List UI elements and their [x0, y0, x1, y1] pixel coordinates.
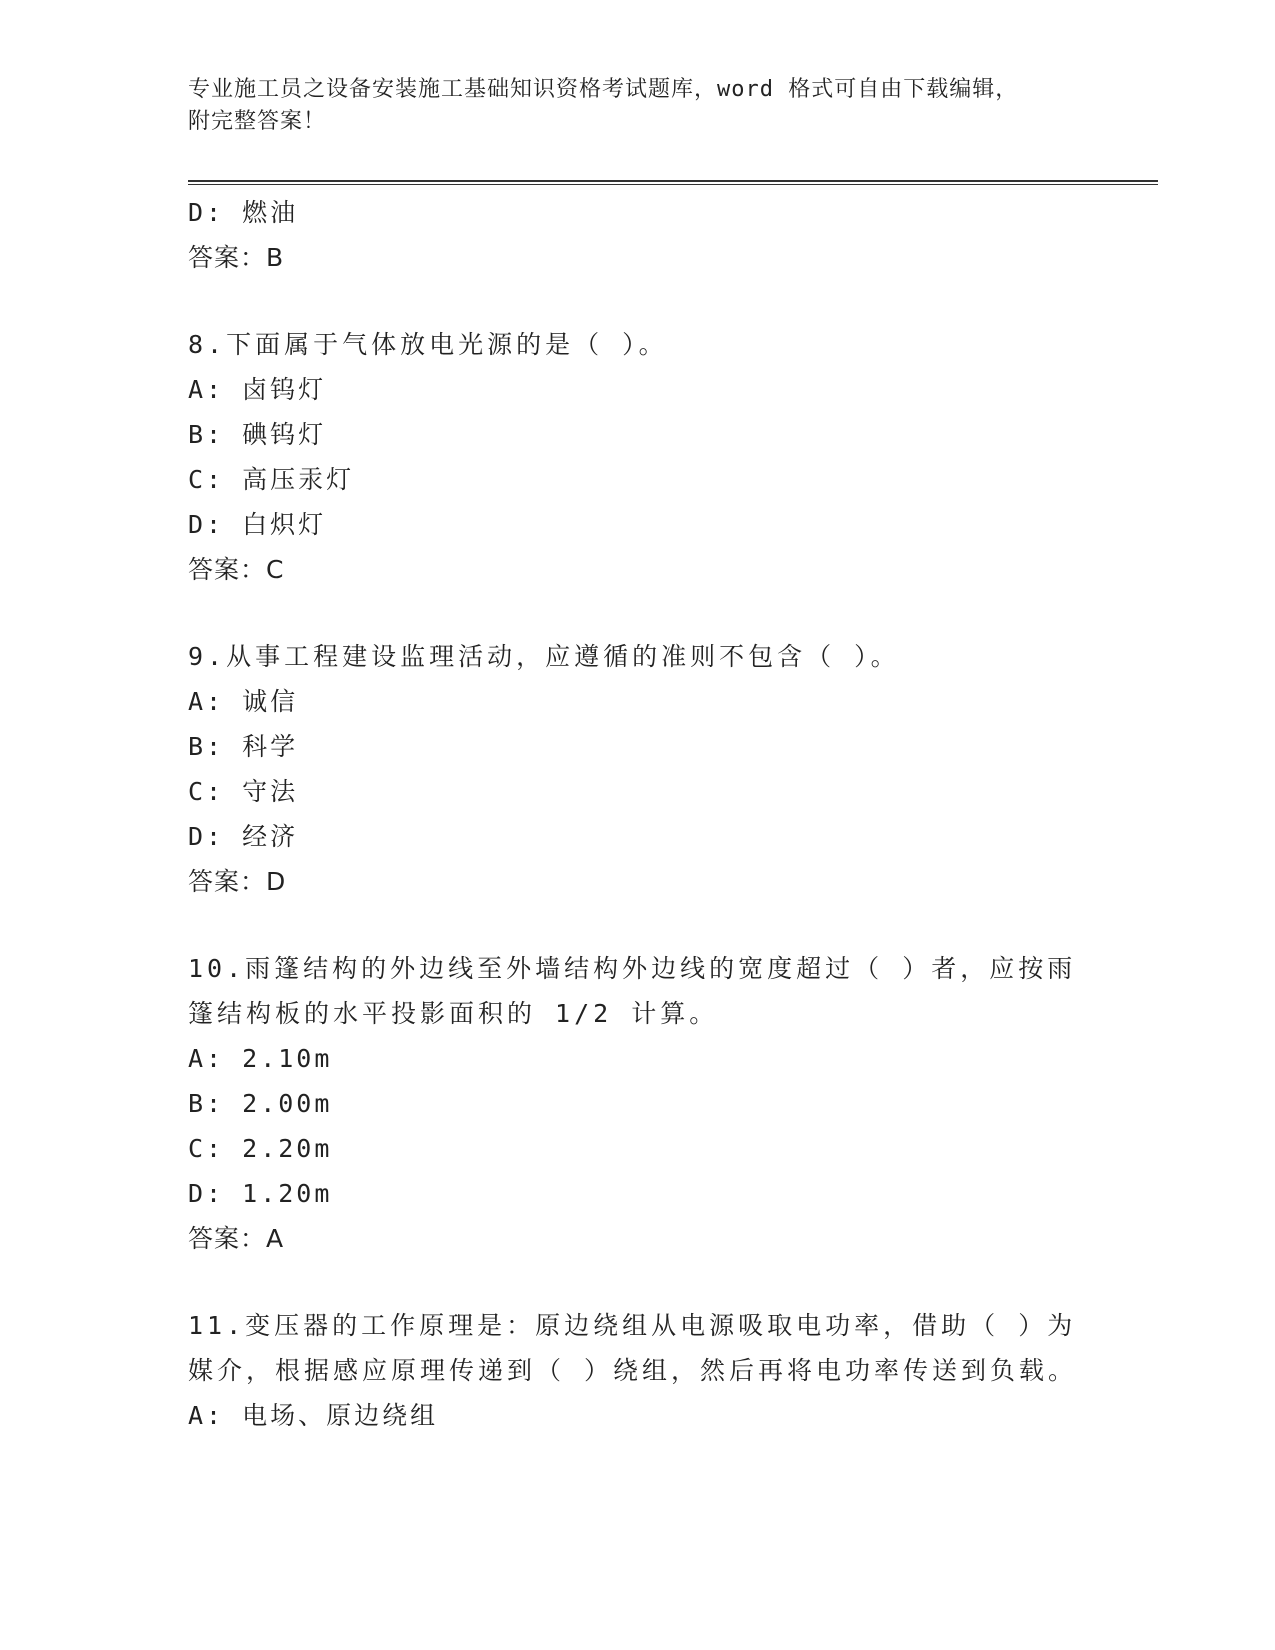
question-8	[188, 322, 1088, 592]
answer-line: 答案：B	[188, 243, 285, 272]
answer-line: 答案：C	[188, 555, 285, 584]
header-divider-thick	[188, 180, 1158, 182]
option-c: C: 守法	[188, 777, 299, 806]
option-b: B: 2.00m	[188, 1089, 333, 1118]
option-a: A: 诚信	[188, 687, 299, 716]
document-content	[188, 190, 1088, 1438]
question-11	[188, 1303, 1088, 1438]
question-10	[188, 946, 1088, 1261]
option-b: B: 科学	[188, 732, 299, 761]
option-a: A: 电场、原边绕组	[188, 1401, 439, 1430]
option-a: A: 卤钨灯	[188, 375, 327, 404]
question-7-tail	[188, 190, 1088, 280]
document-header	[188, 74, 1088, 138]
option-c: C: 2.20m	[188, 1134, 333, 1163]
answer-line: 答案：D	[188, 867, 287, 896]
header-line-2: 附完整答案！	[188, 109, 327, 134]
option-b: B: 碘钨灯	[188, 420, 327, 449]
question-text: 11.变压器的工作原理是：原边绕组从电源吸取电功率，借助（ ）为媒介，根据感应原理传递到（ ）绕组，然后再将电功率传送到负载。	[188, 1311, 1078, 1385]
question-text: 9.从事工程建设监理活动，应遵循的准则不包含（ ）。	[188, 642, 900, 671]
question-9	[188, 634, 1088, 904]
question-text: 10.雨篷结构的外边线至外墙结构外边线的宽度超过（ ）者，应按雨篷结构板的水平投影面积的 1/2 计算。	[188, 954, 1077, 1028]
option-d: D: 1.20m	[188, 1179, 333, 1208]
question-text: 8.下面属于气体放电光源的是（ ）。	[188, 330, 668, 359]
option-d: D: 经济	[188, 822, 299, 851]
option-d: D: 白炽灯	[188, 510, 327, 539]
header-divider-thin	[188, 184, 1158, 185]
header-line-1: 专业施工员之设备安装施工基础知识资格考试题库，word 格式可自由下载编辑，	[188, 77, 1019, 102]
option-d: D: 燃油	[188, 198, 299, 227]
option-a: A: 2.10m	[188, 1044, 333, 1073]
option-c: C: 高压汞灯	[188, 465, 355, 494]
answer-line: 答案：A	[188, 1224, 285, 1253]
